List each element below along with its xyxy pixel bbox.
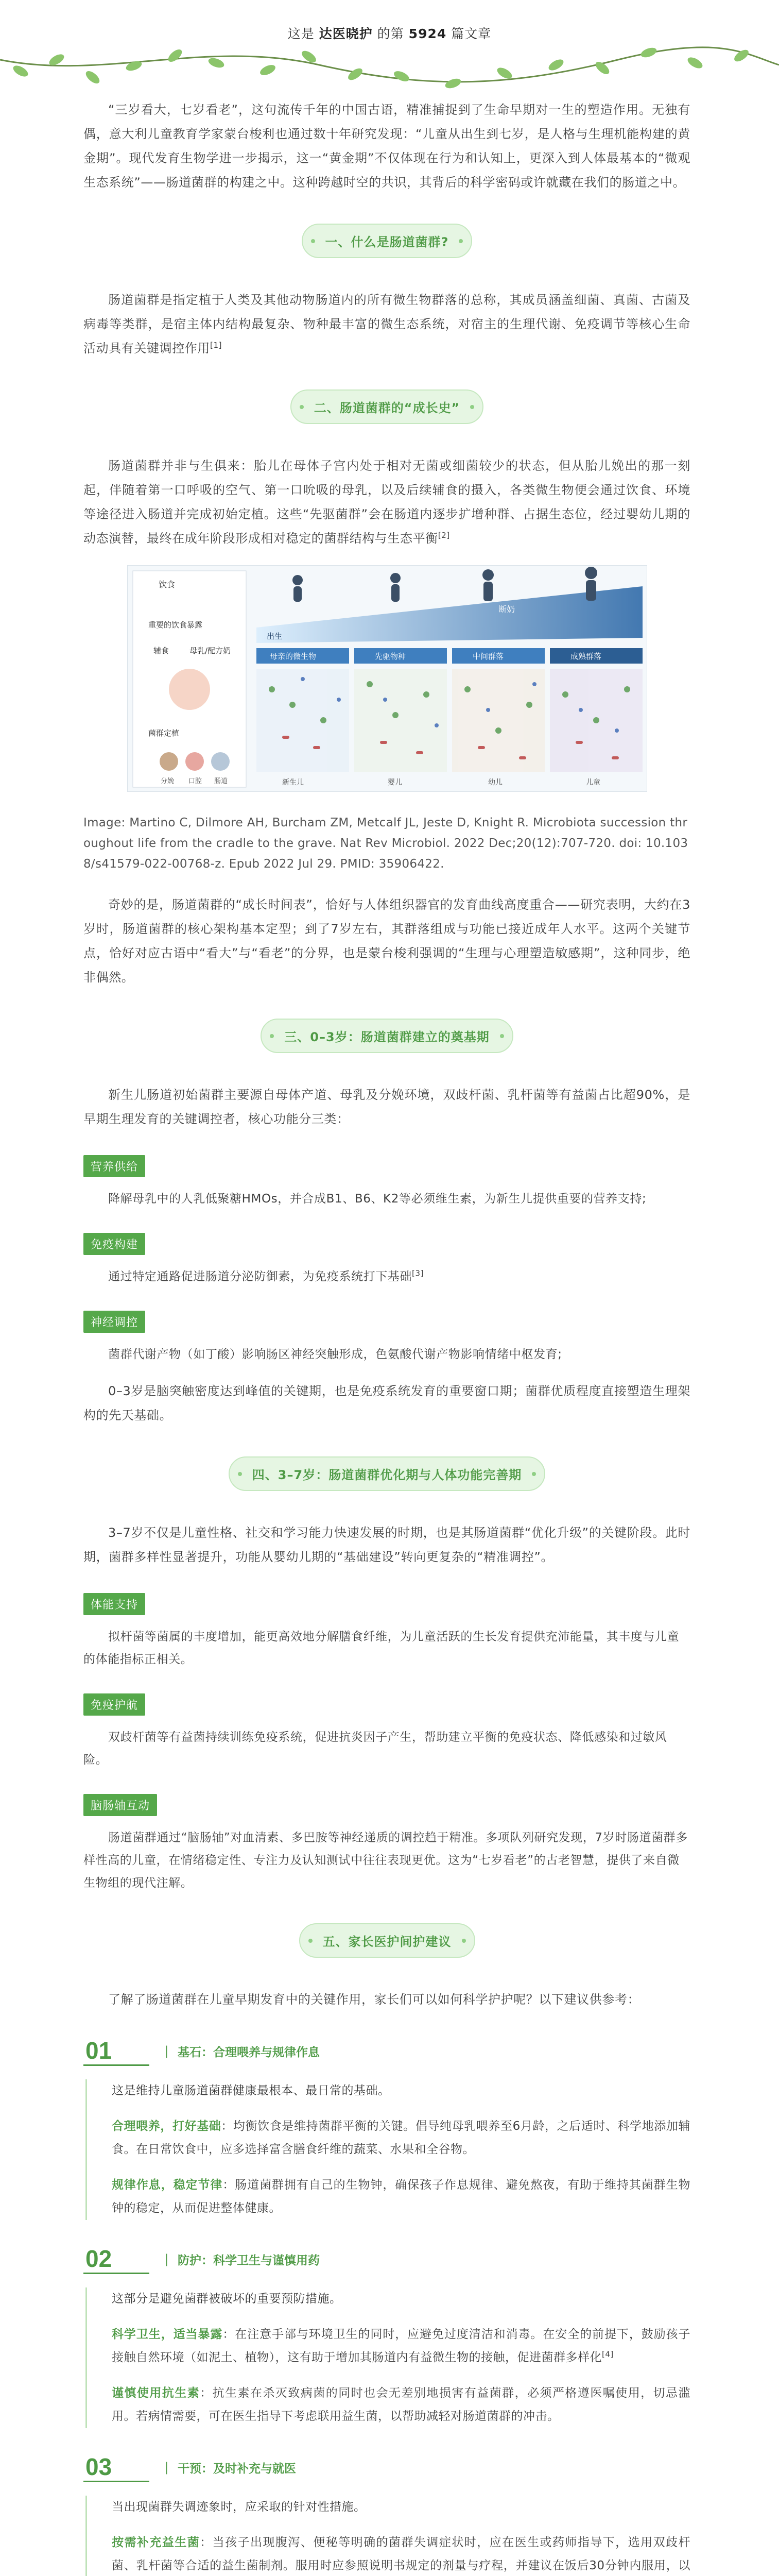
advice-title: ｜ 防护：科学卫生与谨慎用药 [161,2254,320,2267]
svg-text:口腔: 口腔 [188,777,202,785]
s4-item: 脑肠轴互动 肠道菌群通过“脑肠轴”对血清素、多巴胺等神经递质的调控趋于精准。多项队列研究发现，7岁时肠道菌群多样性高的儿童，在情绪稳定性、专注力及认知测试中往往表现更优。这为“七岁看老”的古老智慧，提供了来自微生物组的现代注解。 [83,1785,690,1894]
advice-title: ｜ 干预：及时补充与就医 [161,2462,296,2476]
microbiota-succession-figure [127,565,647,792]
s2-paragraph-2: 奇妙的是，肠道菌群的“成长时间表”，恰好与人体组织器官的发育曲线高度重合——研究表明，大约在3岁时，肠道菌群的核心架构基本定型；到了7岁左右，其群落组成与功能已接近成年人水平。这两个关键节点，恰好对应古语中“看大”与“看老”的分界，也是蒙台梭利强调的“生理与心理塑造敏感期”，这种同步，绝非偶然。 [83,897,690,985]
badge-gut-brain: 脑肠轴互动 [83,1794,157,1816]
advice-block-02: 02 ｜ 防护：科学卫生与谨慎用药 这部分是避免菌群被破坏的重要预防措施。 科学卫生，适当暴露：在注意手部与环境卫生的同时，应避免过度清洁和消毒。在安全的前提下，鼓励孩子接触自然环境（如泥土、植物），这有助于增加其肠道内有益微生物的接触，促进菌群多样化[4] 谨慎使用抗生素：抗生素在杀灭致病菌的同时也会无差别地损害有益菌群，必须严格遵医嘱使用，切忌滥用。若病情需要，可在医生指导下考虑联用益生菌，以帮助减轻对肠道菌群的冲击。 [83,2245,690,2428]
s4-function-list [83,1584,690,1894]
article-count: 5924 [408,26,447,41]
label-complementary-food: 辅食 [153,646,169,655]
advice-block-03: 03 ｜ 干预：及时补充与就医 当出现菌群失调迹象时，应采取的针对性措施。 按需补充益生菌：当孩子出现腹泻、便秘等明确的菌群失调症状时，应在医生或药师指导下，选用双歧杆菌、乳杆菌等合适的益生菌制剂。服用时应参照说明书规定的剂量与疗程，并建议在饭后30分钟内服用，以 [83,2453,690,2576]
section-heading-2: 二、肠道菌群的“成长史” [290,389,484,424]
section-heading-5: 五、家长医护间护建议 [299,1923,475,1958]
label-dietary-exposure: 重要的饮食暴露 [148,620,202,630]
col-pioneer: 先驱物种 [374,652,406,661]
advice-title: ｜ 基石：合理喂养与规律作息 [161,2046,320,2059]
s3-item: 营养供给 降解母乳中的人乳低聚糖HMOs，并合成B1、B6、K2等必须维生素，为新生儿提供重要的营养支持; [83,1146,690,1210]
account-name[interactable]: 达医晓护 [319,26,373,41]
article-count-line: 这是 达医晓护 的第 5924 篇文章 [287,26,492,41]
article-content [0,98,779,2576]
s4-paragraph-1: 3–7岁不仅是儿童性格、社交和学习能力快速发展的时期，也是其肠道菌群“优化升级”的关键阶段。此时期，菌群多样性显著提升，功能从婴幼儿期的“基础建设”转向更复杂的“精准调控”。 [83,1526,690,1564]
s3-item: 神经调控 菌群代谢产物（如丁酸）影响肠区神经突触形成，色氨酸代谢产物影响情绪中枢发育; [83,1301,690,1366]
s5-intro: 了解了肠道菌群在儿童早期发育中的关键作用，家长们可以如何科学护护呢？以下建议供参考： [108,1992,640,2007]
advice-number: 03 [83,2453,149,2482]
section-heading-4: 四、3–7岁：肠道菌群优化期与人体功能完善期 [229,1456,545,1491]
s3-paragraph-2: 0–3岁是脑突触密度达到峰值的关键期，也是免疫系统发育的重要窗口期；菌群优质程度直接塑造生理架构的先天基础。 [83,1384,690,1422]
section-heading-1: 一、什么是肠道菌群? [302,224,473,258]
col-mature: 成熟群落 [570,652,601,661]
s3-item: 免疫构建 通过特定通路促进肠道分泌防御素，为免疫系统打下基础[3] [83,1224,690,1288]
col-intermediate: 中间群落 [472,652,504,661]
label-weaning: 断奶 [498,604,515,614]
s4-item: 免疫护航 双歧杆菌等有益菌持续训练免疫系统，促进抗炎因子产生，帮助建立平衡的免疫状态、降低感染和过敏风险。 [83,1684,690,1771]
section-heading-3: 三、0–3岁：肠道菌群建立的奠基期 [261,1019,513,1053]
badge-energy: 体能支持 [83,1593,145,1615]
header-banner [0,0,779,98]
s2-paragraph-1: 肠道菌群并非与生俱来：胎儿在母体子宫内处于相对无菌或细菌较少的状态，但从胎儿娩出的那一刻起，伴随着第一口呼吸的空气、第一口吮吸的母乳，以及后续辅食的摄入，各类微生物便会通过饮食、环境等途径进入肠道并完成初始定植。这些“先驱菌群”会在肠道内逐步扩增种群、占据生态位，经过婴幼儿期的动态演替，最终在成年阶段形成相对稳定的菌群结构与生态平衡[2] [83,459,690,546]
svg-text:幼儿: 幼儿 [488,778,503,787]
advice-number: 01 [83,2037,149,2066]
s1-paragraph: 肠道菌群是指定植于人类及其他动物肠道内的所有微生物群落的总称，其成员涵盖细菌、真菌、古菌及病毒等类群，是宿主体内结构最复杂、物种最丰富的微生态系统，对宿主的生理代谢、免疫调节等核心生命活动具有关键调控作用[1] [83,293,690,355]
figure-reference: Image: Martino C, Dilmore AH, Burcham ZM, Metcalf JL, Jeste D, Knight R. Microbiota succession throughout life from the cradle to the grave. Nat Rev Microbiol. 2022 Dec;20(12):707-720. doi: 10.1038/s41579-022-00768-z. Epub 2022 Jul 29. PMID: 35906422. [83,816,688,871]
label-diet: 饮食 [158,580,175,589]
advice-block-01: 01 ｜ 基石：合理喂养与规律作息 这是维持儿童肠道菌群健康最根本、最日常的基础。 合理喂养，打好基础：均衡饮食是维持菌群平衡的关键。倡导纯母乳喂养至6月龄，之后适时、科学地添加辅食。在日常饮食中，应多选择富含膳食纤维的蔬菜、水果和全谷物。 规律作息，稳定节律：肠道菌群拥有自己的生物钟，确保孩子作息规律、避免熬夜，有助于维持其菌群生物钟的稳定，从而促进整体健康。 [83,2037,690,2220]
svg-text:肠道: 肠道 [214,777,228,785]
badge-immunity: 免疫构建 [83,1233,145,1255]
badge-neural: 神经调控 [83,1311,145,1333]
label-birth: 出生 [266,632,282,641]
badge-nutrition: 营养供给 [83,1155,145,1177]
col-maternal: 母亲的微生物 [269,652,316,661]
intro-paragraph: “三岁看大，七岁看老”，这句流传千年的中国古语，精准捕捉到了生命早期对一生的塑造作用。无独有偶，意大利儿童教育学家蒙台梭利也通过数十年研究发现：“儿童从出生到七岁，是人格与生理机能构建的黄金期”。现代发育生物学进一步揭示，这一“黄金期”不仅体现在行为和认知上，更深入到人体最基本的“微观生态系统”——肠道菌群的构建之中。这种跨越时空的共识，其背后的科学密码或许就藏在我们的肠道之中。 [83,103,690,190]
label-colonization: 菌群定植 [148,728,179,738]
svg-text:新生儿: 新生儿 [282,778,304,787]
leaf-vine-decoration [0,44,779,96]
advice-number: 02 [83,2245,149,2274]
svg-text:分娩: 分娩 [160,777,174,785]
s4-item: 体能支持 拟杆菌等菌属的丰度增加，能更高效地分解膳食纤维，为儿童活跃的生长发育提供充沛能量，其丰度与儿童的体能指标正相关。 [83,1584,690,1671]
s3-paragraph-1: 新生儿肠道初始菌群主要源自母体产道、母乳及分娩环境，双歧杆菌、乳杆菌等有益菌占比超90%，是早期生理发育的关键调控者，核心功能分三类： [83,1088,690,1126]
badge-immune-guard: 免疫护航 [83,1693,145,1716]
s3-function-list [83,1146,690,1366]
svg-text:儿童: 儿童 [585,778,600,787]
label-milk: 母乳/配方奶 [189,646,231,655]
figure-illustration [128,566,648,792]
svg-text:婴儿: 婴儿 [387,778,402,787]
